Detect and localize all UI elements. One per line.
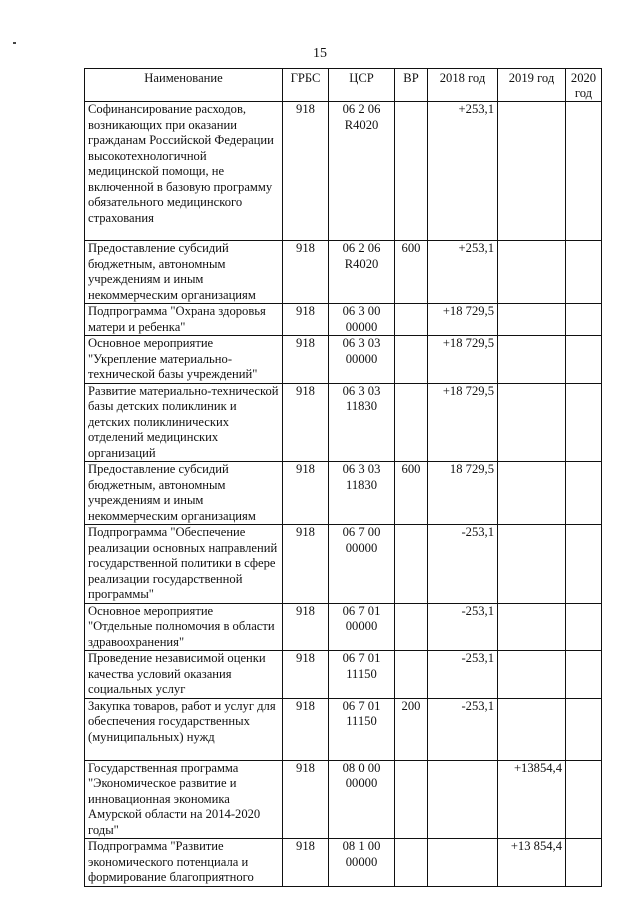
table-row <box>85 698 602 760</box>
vr-cell <box>395 760 428 839</box>
grbs-cell: 918 <box>283 383 329 462</box>
table-row <box>85 462 602 525</box>
table-row <box>85 760 602 839</box>
csr-cell: 06 7 00 00000 <box>329 525 395 604</box>
year-2019-cell <box>498 102 566 241</box>
csr-cell: 06 2 06 R4020 <box>329 241 395 304</box>
table-row <box>85 525 602 604</box>
table-header-row <box>85 69 602 102</box>
grbs-cell: 918 <box>283 462 329 525</box>
year-2019-cell <box>498 603 566 651</box>
name-cell: Проведение независимой оценки качества условий оказания социальных услуг <box>85 651 283 699</box>
name-cell: Развитие материально-технической базы детских поликлиник и детских поликлинических отделений медицинских организаций <box>85 383 283 462</box>
vr-cell <box>395 525 428 604</box>
table-row <box>85 651 602 699</box>
csr-cell: 06 3 03 00000 <box>329 336 395 384</box>
vr-cell <box>395 603 428 651</box>
year-2019-cell <box>498 651 566 699</box>
year-2020-cell <box>566 383 602 462</box>
csr-cell: 06 3 03 11830 <box>329 383 395 462</box>
col-header-2020: 2020 год <box>566 69 602 102</box>
name-cell: Подпрограмма "Охрана здоровья матери и ребенка" <box>85 304 283 336</box>
name-cell: Подпрограмма "Развитие экономического потенциала и формирование благоприятного <box>85 839 283 887</box>
scan-speck <box>13 42 16 44</box>
table-row <box>85 304 602 336</box>
year-2020-cell <box>566 102 602 241</box>
year-2018-cell: -253,1 <box>428 651 498 699</box>
year-2019-cell: +13854,4 <box>498 760 566 839</box>
csr-cell: 06 7 01 11150 <box>329 698 395 760</box>
grbs-cell: 918 <box>283 698 329 760</box>
year-2020-cell <box>566 603 602 651</box>
year-2019-cell <box>498 525 566 604</box>
year-2018-cell: +18 729,5 <box>428 336 498 384</box>
year-2020-cell <box>566 651 602 699</box>
col-header-csr: ЦСР <box>329 69 395 102</box>
year-2018-cell: +253,1 <box>428 102 498 241</box>
csr-cell: 06 3 03 11830 <box>329 462 395 525</box>
year-2018-cell: -253,1 <box>428 525 498 604</box>
vr-cell <box>395 839 428 887</box>
csr-cell: 06 7 01 00000 <box>329 603 395 651</box>
year-2018-cell: +18 729,5 <box>428 304 498 336</box>
name-cell: Софинансирование расходов, возникающих при оказании гражданам Российской Федерации высокотехнологичной медицинской помощи, не включенной в базовую программу обязательного медицинского страхования <box>85 102 283 241</box>
year-2020-cell <box>566 336 602 384</box>
name-cell: Основное мероприятие "Отдельные полномочия в области здравоохранения" <box>85 603 283 651</box>
table-row <box>85 603 602 651</box>
csr-cell: 06 7 01 11150 <box>329 651 395 699</box>
year-2018-cell <box>428 839 498 887</box>
budget-table <box>84 68 602 887</box>
grbs-cell: 918 <box>283 839 329 887</box>
name-cell: Предоставление субсидий бюджетным, автономным учреждениям и иным некоммерческим организациям <box>85 241 283 304</box>
year-2019-cell <box>498 462 566 525</box>
grbs-cell: 918 <box>283 336 329 384</box>
name-cell: Закупка товаров, работ и услуг для обеспечения государственных (муниципальных) нужд <box>85 698 283 760</box>
year-2019-cell <box>498 698 566 760</box>
grbs-cell: 918 <box>283 651 329 699</box>
grbs-cell: 918 <box>283 304 329 336</box>
col-header-2019: 2019 год <box>498 69 566 102</box>
vr-cell: 600 <box>395 241 428 304</box>
year-2020-cell <box>566 839 602 887</box>
year-2020-cell <box>566 760 602 839</box>
year-2020-cell <box>566 304 602 336</box>
year-2019-cell <box>498 383 566 462</box>
vr-cell <box>395 336 428 384</box>
name-cell: Подпрограмма "Обеспечение реализации основных направлений государственной политики в сфере реализации государственной программы" <box>85 525 283 604</box>
csr-cell: 06 2 06 R4020 <box>329 102 395 241</box>
csr-cell: 06 3 00 00000 <box>329 304 395 336</box>
table-row <box>85 336 602 384</box>
table-row <box>85 839 602 887</box>
year-2018-cell: +253,1 <box>428 241 498 304</box>
csr-cell: 08 0 00 00000 <box>329 760 395 839</box>
year-2019-cell <box>498 304 566 336</box>
vr-cell: 200 <box>395 698 428 760</box>
table-row <box>85 383 602 462</box>
year-2018-cell: 18 729,5 <box>428 462 498 525</box>
year-2019-cell <box>498 336 566 384</box>
year-2020-cell <box>566 241 602 304</box>
vr-cell <box>395 383 428 462</box>
grbs-cell: 918 <box>283 525 329 604</box>
vr-cell <box>395 304 428 336</box>
vr-cell: 600 <box>395 462 428 525</box>
year-2019-cell <box>498 241 566 304</box>
name-cell: Предоставление субсидий бюджетным, автономным учреждениям и иным некоммерческим организациям <box>85 462 283 525</box>
grbs-cell: 918 <box>283 603 329 651</box>
year-2018-cell <box>428 760 498 839</box>
col-header-grbs: ГРБС <box>283 69 329 102</box>
vr-cell <box>395 651 428 699</box>
year-2018-cell: +18 729,5 <box>428 383 498 462</box>
name-cell: Основное мероприятие "Укрепление материально-технической базы учреждений" <box>85 336 283 384</box>
vr-cell <box>395 102 428 241</box>
col-header-vr: ВР <box>395 69 428 102</box>
grbs-cell: 918 <box>283 760 329 839</box>
year-2020-cell <box>566 698 602 760</box>
year-2020-cell <box>566 462 602 525</box>
year-2018-cell: -253,1 <box>428 603 498 651</box>
name-cell: Государственная программа "Экономическое развитие и инновационная экономика Амурской области на 2014-2020 годы" <box>85 760 283 839</box>
grbs-cell: 918 <box>283 241 329 304</box>
year-2018-cell: -253,1 <box>428 698 498 760</box>
grbs-cell: 918 <box>283 102 329 241</box>
table-row <box>85 102 602 241</box>
col-header-name: Наименование <box>85 69 283 102</box>
col-header-2018: 2018 год <box>428 69 498 102</box>
page-number: 15 <box>313 46 327 61</box>
table-row <box>85 241 602 304</box>
csr-cell: 08 1 00 00000 <box>329 839 395 887</box>
year-2020-cell <box>566 525 602 604</box>
year-2019-cell: +13 854,4 <box>498 839 566 887</box>
